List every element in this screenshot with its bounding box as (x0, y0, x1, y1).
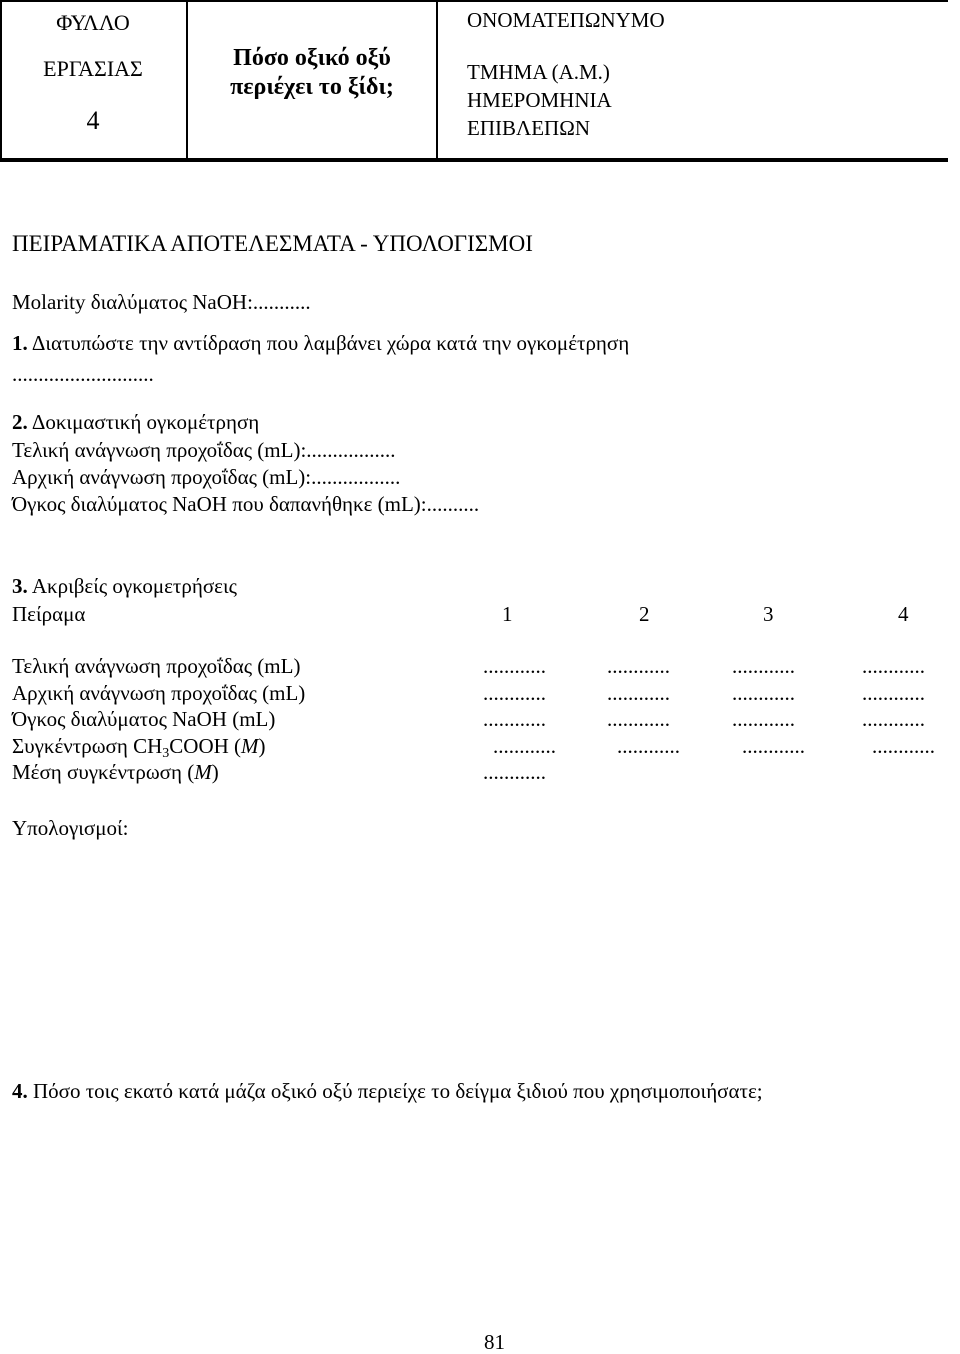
experiment-column-2: 2 (639, 602, 650, 626)
header-bottom-border (0, 158, 948, 162)
row-mean-concentration-unit: M (194, 760, 212, 784)
section-title: ΠΕΙΡΑΜΑΤΙΚΑ ΑΠΟΤΕΛΕΣΜΑΤΑ - ΥΠΟΛΟΓΙΣΜΟΙ (12, 231, 533, 256)
worksheet-title-line1: Πόσο οξικό οξύ (233, 45, 391, 71)
row-mean-concentration-prefix: Μέση συγκέντρωση ( (12, 760, 195, 784)
question-3-number: 3. (12, 574, 28, 598)
question-2-text: Δοκιμαστική ογκομέτρηση (27, 410, 260, 434)
worksheet-title-line2: περιέχει το ξίδι; (230, 74, 394, 100)
row-concentration-label (12, 734, 266, 761)
row-naoh-volume-cell-1: ............ (483, 707, 546, 731)
row-concentration-cell-2: ............ (617, 734, 680, 758)
row-concentration-suffix: COOH ( (169, 734, 242, 758)
question-4-text: Πόσο τοις εκατό κατά μάζα οξικό οξύ περιείχε το δείγμα ξιδιού που χρησιμοποιήσατε; (27, 1079, 763, 1103)
trial-initial-reading: Αρχική ανάγνωση προχοΐδας (mL):................. (12, 465, 401, 489)
question-1-number: 1. (12, 331, 28, 355)
row-final-reading-cell-3: ............ (732, 654, 795, 678)
page-number: 81 (484, 1330, 505, 1354)
row-concentration-cell-1: ............ (493, 734, 556, 758)
experiment-header-label: Πείραμα (12, 602, 86, 626)
row-final-reading-cell-1: ............ (483, 654, 546, 678)
row-mean-concentration-label (12, 762, 219, 783)
row-concentration-cell-3: ............ (742, 734, 805, 758)
trial-final-reading: Τελική ανάγνωση προχοΐδας (mL):................. (12, 438, 396, 462)
molarity-line: Molarity διαλύματος NaOH:........... (12, 290, 311, 314)
row-naoh-volume-cell-3: ............ (732, 707, 795, 731)
row-final-reading-cell-2: ............ (607, 654, 670, 678)
sheet-label-line1: ΦΥΛΛΟ (56, 10, 130, 35)
calculations-label: Υπολογισμοί: (12, 816, 129, 840)
sheet-number: 4 (86, 106, 100, 135)
question-3-text: Ακριβείς ογκομετρήσεις (27, 574, 237, 598)
row-initial-reading-cell-3: ............ (732, 681, 795, 705)
class-field-label: ΤΜΗΜΑ (Α.Μ.) (467, 60, 610, 84)
question-1-text: Διατυπώστε την αντίδραση που λαμβάνει χώρα κατά την ογκομέτρηση (27, 331, 630, 355)
header-divider-2 (436, 0, 438, 160)
row-concentration-subscript: 3 (162, 746, 170, 761)
question-2 (12, 412, 259, 433)
experiment-column-3: 3 (763, 602, 774, 626)
row-concentration-unit: M (241, 734, 259, 758)
row-concentration-close: ) (258, 734, 266, 758)
row-initial-reading-cell-2: ............ (607, 681, 670, 705)
row-concentration-prefix: Συγκέντρωση CH (12, 734, 163, 758)
trial-naoh-volume: Όγκος διαλύματος NaOH που δαπανήθηκε (mL):.......... (12, 492, 480, 516)
name-field-label: ΟΝΟΜΑΤΕΠΩΝΥΜΟ (467, 8, 665, 32)
row-naoh-volume-label: Όγκος διαλύματος NaOH (mL) (12, 707, 276, 731)
supervisors-field-label: ΕΠΙΒΛΕΠΩΝ (467, 116, 590, 140)
experiment-column-1: 1 (502, 602, 513, 626)
question-1 (12, 333, 629, 354)
question-3 (12, 576, 237, 597)
question-4 (12, 1081, 763, 1102)
row-initial-reading-label: Αρχική ανάγνωση προχοΐδας (mL) (12, 681, 306, 705)
row-naoh-volume-cell-4: ............ (862, 707, 925, 731)
row-initial-reading-cell-1: ............ (483, 681, 546, 705)
header-top-border (0, 0, 948, 2)
question-2-number: 2. (12, 410, 28, 434)
question-1-answer-line: ........................... (12, 362, 154, 386)
row-mean-concentration-cell-1: ............ (483, 760, 546, 784)
row-naoh-volume-cell-2: ............ (607, 707, 670, 731)
row-initial-reading-cell-4: ............ (862, 681, 925, 705)
question-4-number: 4. (12, 1079, 28, 1103)
row-final-reading-cell-4: ............ (862, 654, 925, 678)
row-concentration-cell-4: ............ (872, 734, 935, 758)
experiment-column-4: 4 (898, 602, 909, 626)
row-mean-concentration-close: ) (211, 760, 219, 784)
date-field-label: ΗΜΕΡΟΜΗΝΙΑ (467, 88, 612, 112)
sheet-label-line2: ΕΡΓΑΣΙΑΣ (43, 56, 143, 81)
row-final-reading-label: Τελική ανάγνωση προχοΐδας (mL) (12, 654, 301, 678)
